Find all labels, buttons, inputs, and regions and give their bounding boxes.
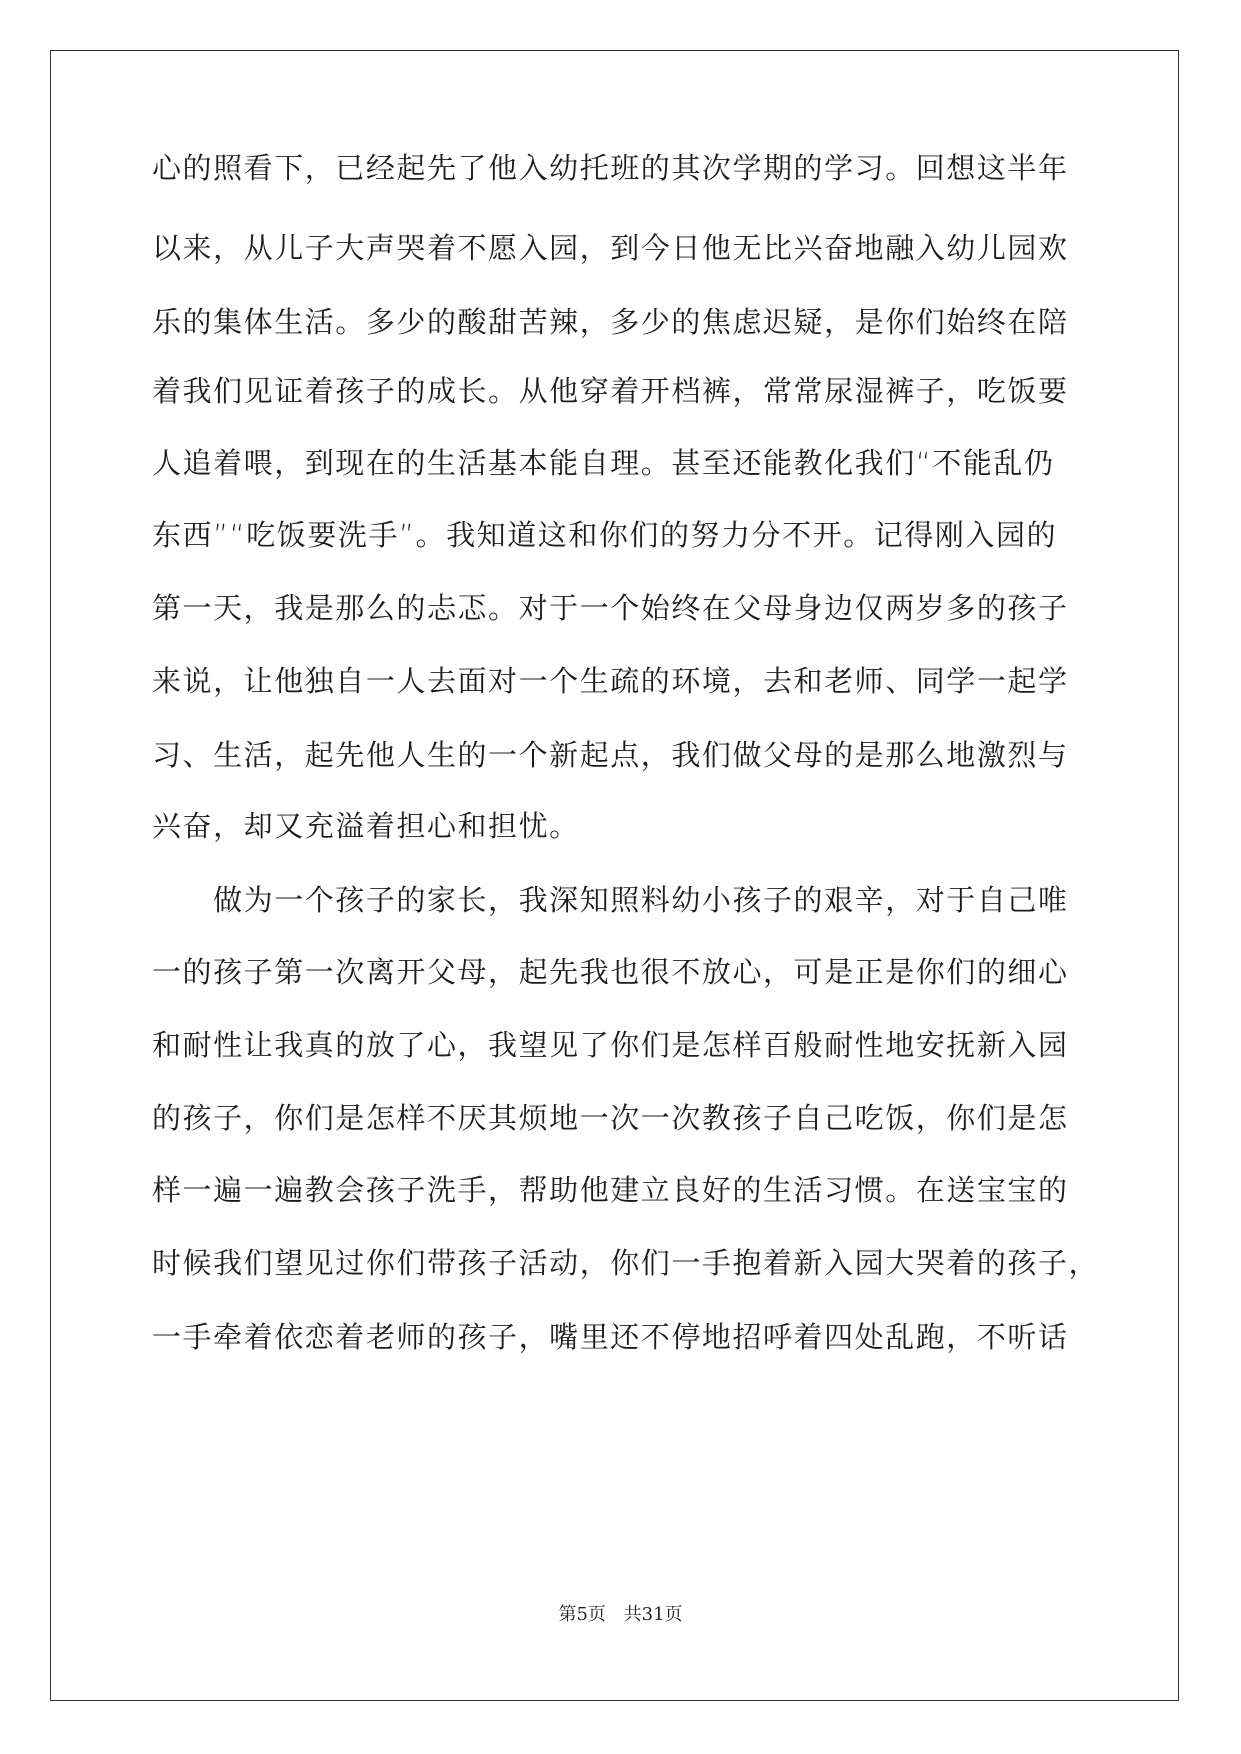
body-line-1: 心的照看下，已经起先了他入幼托班的其次学期的学习。回想这半年 [152,151,1069,185]
page-number-total: 共31页 [623,1604,683,1625]
body-line-7: 第一天，我是那么的忐忑。对于一个始终在父母身边仅两岁多的孩子 [152,591,1069,625]
page-footer [0,1603,1241,1627]
body-line-13: 和耐性让我真的放了心，我望见了你们是怎样百般耐性地安抚新入园 [152,1028,1069,1062]
body-line-17: 一手牵着依恋着老师的孩子，嘴里还不停地招呼着四处乱跑，不听话 [152,1320,1069,1354]
body-line-16: 时候我们望见过你们带孩子活动，你们一手抱着新入园大哭着的孩子， [152,1246,1100,1280]
body-line-11: 做为一个孩子的家长，我深知照料幼小孩子的艰辛，对于自己唯 [152,883,1069,917]
body-line-14: 的孩子，你们是怎样不厌其烦地一次一次教孩子自己吃饭，你们是怎 [152,1101,1069,1135]
body-line-9: 习、生活，起先他人生的一个新起点，我们做父母的是那么地激烈与 [152,738,1069,772]
page-number-current: 第5页 [558,1604,606,1625]
body-line-8: 来说，让他独自一人去面对一个生疏的环境，去和老师、同学一起学 [152,664,1069,698]
body-line-15: 样一遍一遍教会孩子洗手，帮助他建立良好的生活习惯。在送宝宝的 [152,1173,1069,1207]
body-line-3: 乐的集体生活。多少的酸甜苦辣，多少的焦虑迟疑，是你们始终在陪 [152,305,1069,339]
body-line-12: 一的孩子第一次离开父母，起先我也很不放心，可是正是你们的细心 [152,955,1069,989]
body-line-2: 以来，从儿子大声哭着不愿入园，到今日他无比兴奋地融入幼儿园欢 [152,231,1069,265]
body-line-5: 人追着喂，到现在的生活基本能自理。甚至还能教化我们“不能乱仍 [152,446,1055,480]
body-line-10: 兴奋，却又充溢着担心和担忧。 [152,809,580,843]
body-line-6: 东西”“吃饭要洗手”。我知道这和你们的努力分不开。记得刚入园的 [152,518,1058,552]
page-border [50,50,1179,1701]
body-line-4: 着我们见证着孩子的成长。从他穿着开档裤，常常尿湿裤子，吃饭要 [152,374,1069,408]
